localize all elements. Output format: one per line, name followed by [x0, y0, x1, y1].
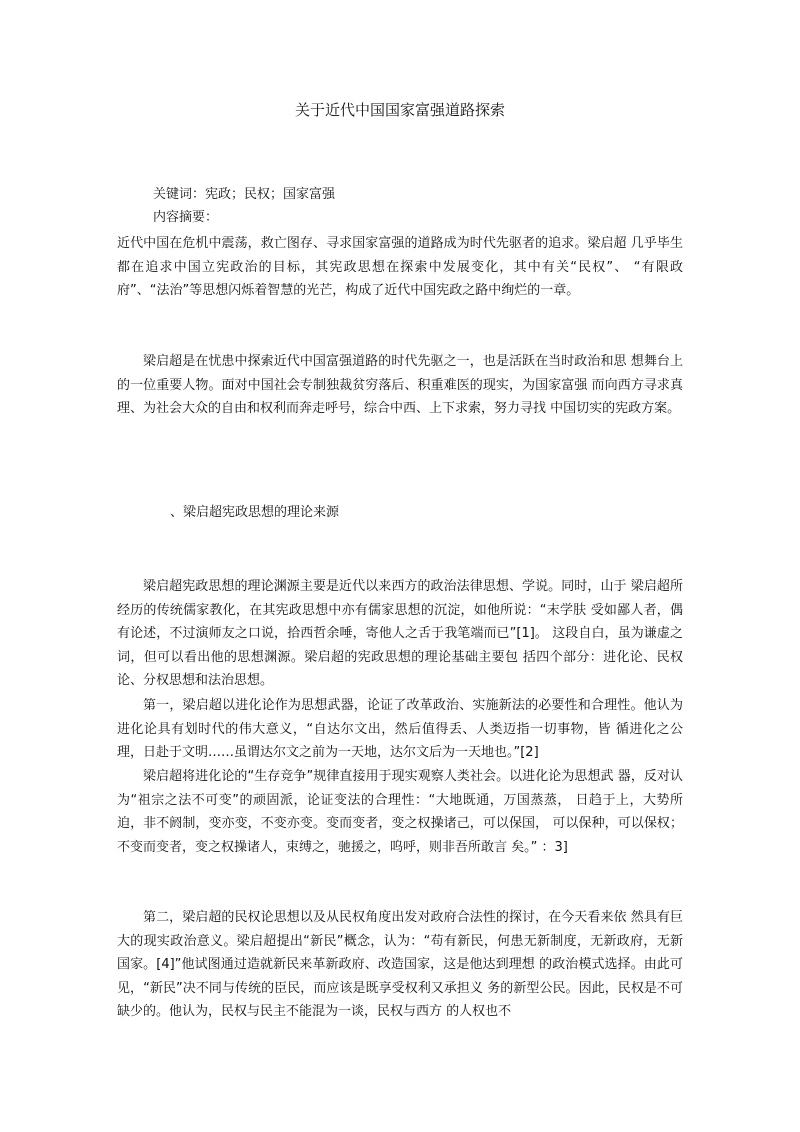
theory-source-paragraph: 梁启超宪政思想的理论渊源主要是近代以来西方的政治法律思想、学说。同时，山于 梁启超所经历的传统儒家教化，在其宪政思想中亦有儒家思想的沉淀，如他所说：“末学肤 受如鄙人者，偶有论述，不过演师友之口说，拾西哲余唾，寄他人之舌于我笔端而已”[1]。 这段自白，虽为谦虚之词，但可以看出他的思想渊源。梁启超的宪政思想的理论基础主要包 括四个部分：进化论、民权论、分权思想和法治思想。 [117, 579, 683, 689]
section-heading: 、梁启超宪政思想的理论来源 [170, 505, 340, 520]
abstract-paragraph: 近代中国在危机中震荡，救亡图存、寻求国家富强的道路成为时代先驱者的追求。梁启超 几乎毕生都在追求中国立宪政治的目标，其宪政思想在探索中发展变化，其中有关“民权”、 “有限政府”、“法治”等思想闪烁着智慧的光芒，构成了近代中国宪政之路中绚烂的一章。 [117, 236, 683, 299]
keywords-line: 关键词：宪政；民权；国家富强 [153, 187, 336, 202]
evolution-first-paragraph: 第一，梁启超以进化论作为思想武器，论证了改革政治、实施新法的必要性和合理性。他认为进化论具有划时代的伟大意义，“自达尔文出，然后值得丢、人类迈指一切事物，皆 循进化之公理，日赴于文明……虽谓达尔文之前为一天地，达尔文后为一天地也。”[2] [117, 698, 683, 761]
evolution-application-paragraph: 梁启超将进化论的“生存竞争”规律直接用于现实观察人类社会。以进化论为思想武 器，反对认为“祖宗之法不可变”的顽固派，论证变法的合理性：“大地既通，万国蒸蒸， 日趋于上，大势所迫，非不阏制，变亦变，不变亦变。变而变者，变之权操诸己，可以保国， 可以保种，可以保权；不变而变者，变之权操诸人，束缚之，驰援之，呜呼，则非吾所敢言 矣。” ：3] [117, 769, 683, 855]
abstract-label: 内容摘要： [153, 210, 219, 225]
document-title: 关于近代中国国家富强道路探索 [294, 101, 505, 119]
civil-rights-paragraph: 第二，梁启超的民权论思想以及从民权角度出发对政府合法性的探讨，在今天看来依 然具有巨大的现实政治意义。梁启超提出“新民”概念，认为：“苟有新民，何患无新制度，无新政府，无新国家。[4]”他试图通过造就新民来革新政府、改造国家，这是他达到理想 的政治模式选择。由此可见，“新民”决不同与传统的臣民，而应该是既享受权利又承担义 务的新型公民。因此，民权是不可缺少的。他认为，民权与民主不能混为一谈，民权与西方 的人权也不 [117, 910, 683, 1020]
intro-paragraph: 梁启超是在忧患中探索近代中国富强道路的时代先驱之一，也是活跃在当时政治和思 想舞台上的一位重要人物。面对中国社会专制独裁贫穷落后、积重难医的现实，为国家富强 而向西方寻求真理、为社会大众的自由和权利而奔走呼号，综合中西、上下求索，努力寻找 中国切实的宪政方案。 [117, 354, 683, 417]
